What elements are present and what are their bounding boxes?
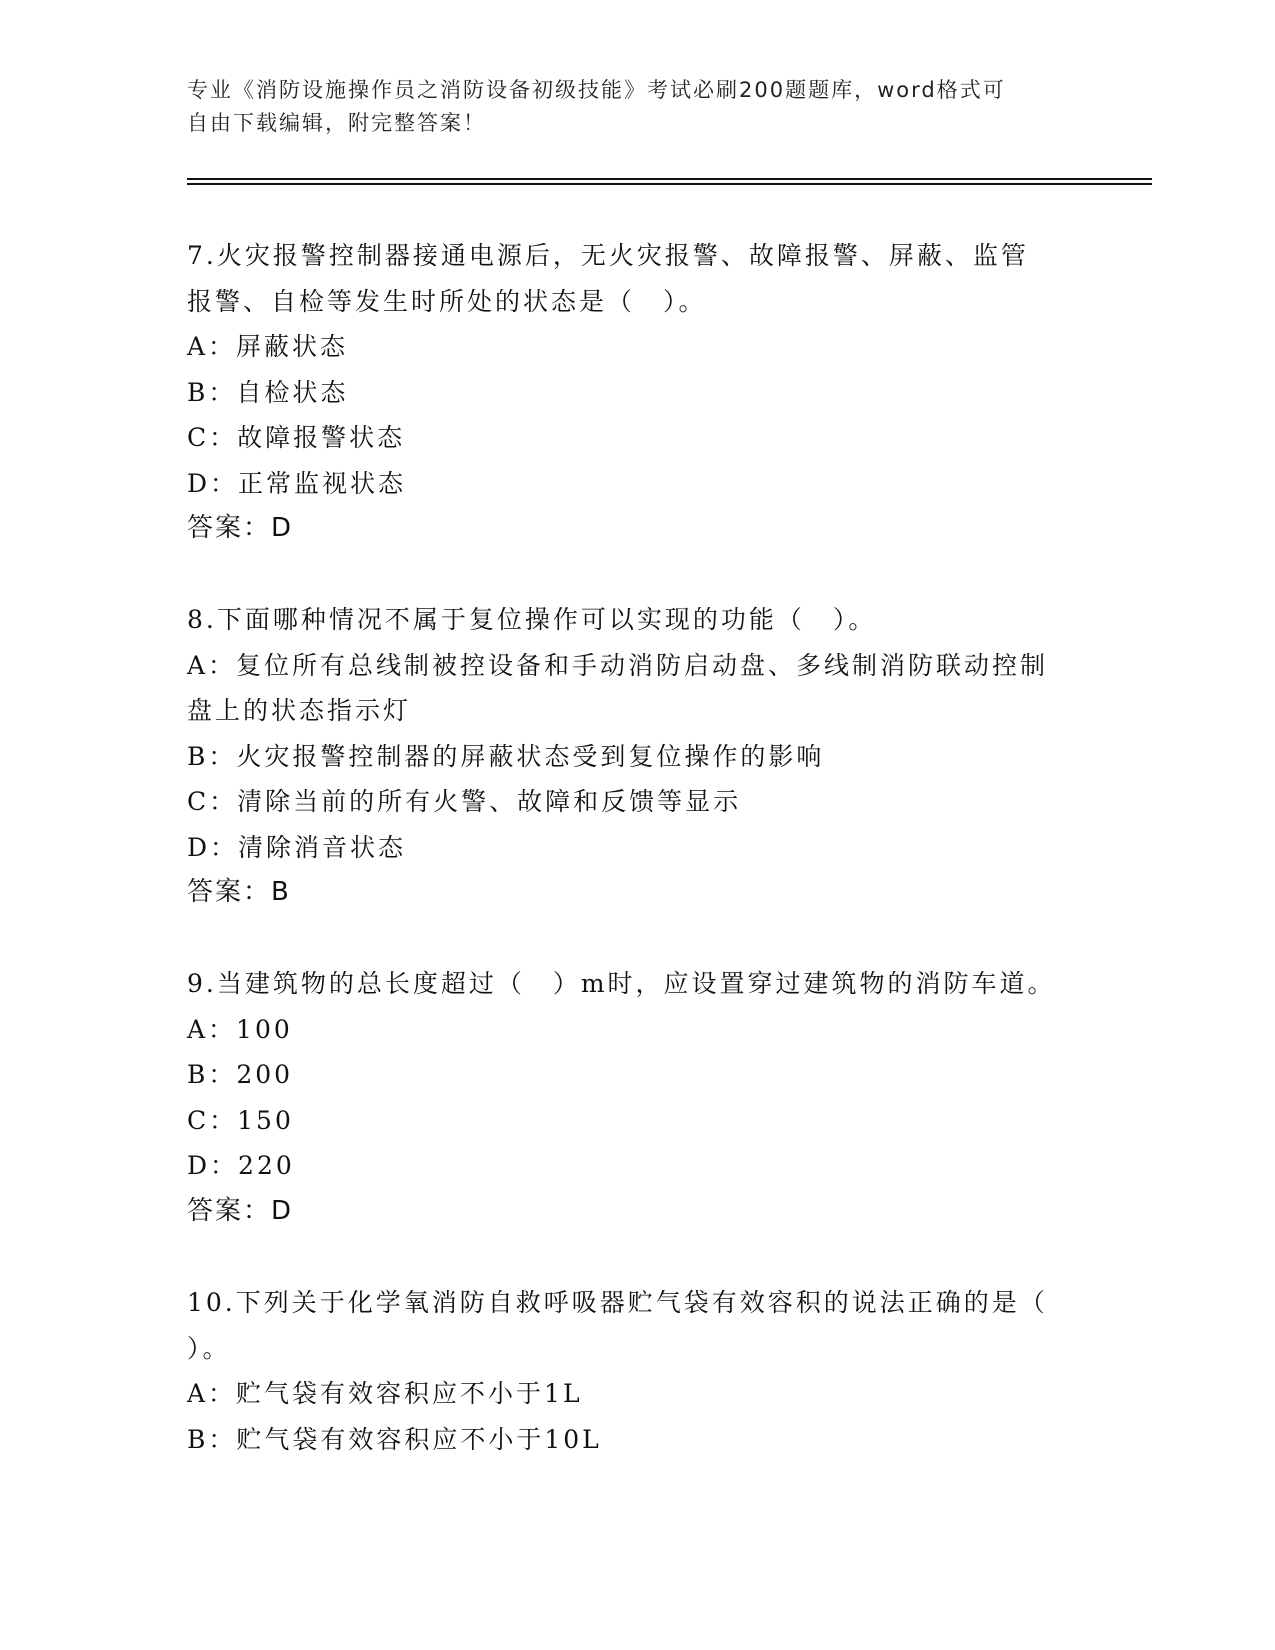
- question-stem-line: 7.火灾报警控制器接通电源后，无火灾报警、故障报警、屏蔽、监管: [187, 241, 1029, 270]
- option-a-continued: 盘上的状态指示灯: [187, 696, 412, 725]
- header-divider-bottom: [187, 183, 1152, 185]
- option-c: C：故障报警状态: [187, 423, 406, 452]
- question-8: [187, 597, 1087, 916]
- option-a: A：100: [187, 1014, 293, 1044]
- document-header: [187, 74, 1067, 140]
- question-stem-line: 报警、自检等发生时所处的状态是（ ）。: [187, 286, 707, 316]
- option-a: A：屏蔽状态: [187, 332, 349, 361]
- header-divider-top: [187, 178, 1152, 180]
- question-stem-line: 8.下面哪种情况不属于复位操作可以实现的功能（ ）。: [187, 605, 877, 634]
- option-d: D：正常监视状态: [187, 468, 407, 498]
- header-line: 专业《消防设施操作员之消防设备初级技能》考试必刷200题题库，word格式可: [187, 78, 1006, 102]
- question-9: [187, 961, 1087, 1234]
- option-d: D：清除消音状态: [187, 832, 407, 862]
- option-b: B：200: [187, 1060, 294, 1089]
- header-line: 自由下载编辑，附完整答案！: [187, 111, 486, 135]
- option-b: B：自检状态: [187, 377, 349, 407]
- question-10: [187, 1280, 1087, 1462]
- option-a: A：贮气袋有效容积应不小于1L: [187, 1379, 583, 1408]
- question-7: [187, 233, 1087, 552]
- answer-line: 答案：D: [187, 513, 294, 543]
- answer-line: 答案：D: [187, 1195, 294, 1226]
- question-stem-line: 10.下列关于化学氧消防自救呼吸器贮气袋有效容积的说法正确的是（: [187, 1288, 1048, 1317]
- option-b: B：火灾报警控制器的屏蔽状态受到复位操作的影响: [187, 741, 825, 771]
- option-b: B：贮气袋有效容积应不小于10L: [187, 1424, 602, 1454]
- option-d: D：220: [187, 1151, 295, 1180]
- question-stem-line: ）。: [187, 1333, 231, 1363]
- option-a: A：复位所有总线制被控设备和手动消防启动盘、多线制消防联动控制: [187, 650, 1049, 680]
- answer-line: 答案：B: [187, 877, 291, 907]
- option-c: C：清除当前的所有火警、故障和反馈等显示: [187, 787, 742, 816]
- question-stem-line: 9.当建筑物的总长度超过（ ）m时，应设置穿过建筑物的消防车道。: [187, 969, 1056, 998]
- option-c: C：150: [187, 1105, 294, 1135]
